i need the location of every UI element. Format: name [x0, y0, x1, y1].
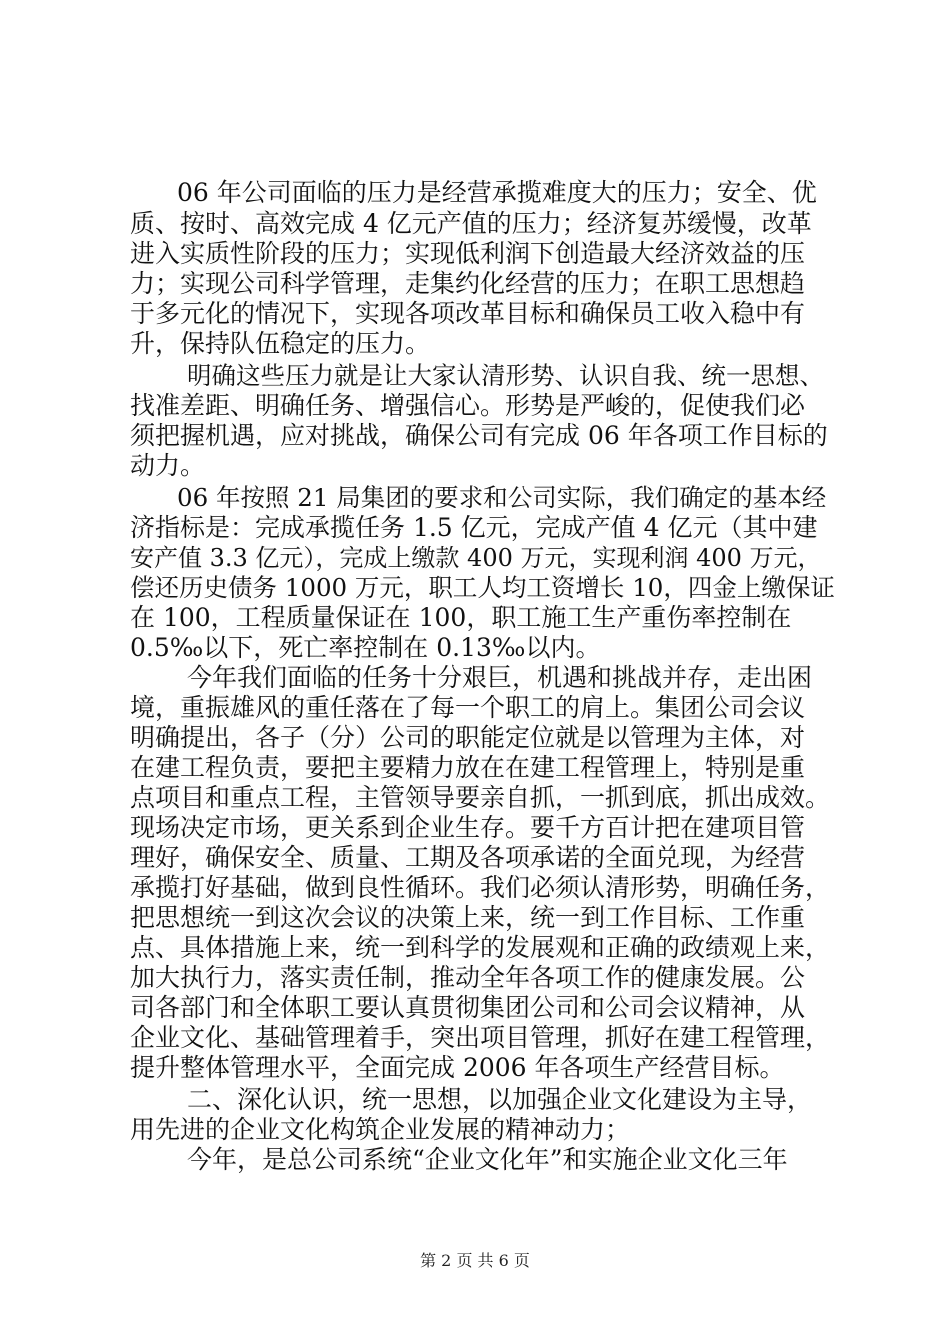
text-line: 在建工程负责，要把主要精力放在在建工程管理上，特别是重: [130, 753, 806, 782]
text-line: 济指标是：完成承揽任务 1.5 亿元，完成产值 4 亿元（其中建: [130, 513, 818, 542]
text-line: 今年我们面临的任务十分艰巨，机遇和挑战并存，走出困: [187, 663, 813, 692]
text-line: 质、按时、高效完成 4 亿元产值的压力；经济复苏缓慢，改革: [130, 209, 812, 238]
text-line: 用先进的企业文化构筑企业发展的精神动力；: [130, 1115, 631, 1144]
text-line: 承揽打好基础，做到良性循环。我们必须认清形势，明确任务，: [130, 873, 831, 902]
text-line: 安产值 3.3 亿元），完成上缴款 400 万元，实现利润 400 万元，: [130, 544, 822, 572]
text-line: 0.5‰以下，死亡率控制在 0.13‰以内。: [130, 633, 601, 662]
text-line: 企业文化、基础管理着手，突出项目管理，抓好在建工程管理，: [130, 1023, 831, 1052]
text-line: 进入实质性阶段的压力；实现低利润下创造最大经济效益的压: [130, 239, 806, 268]
text-line: 找准差距、明确任务、增强信心。形势是严峻的，促使我们必: [130, 391, 806, 420]
text-line: 司各部门和全体职工要认真贯彻集团公司和公司会议精神，从: [130, 993, 806, 1022]
text-line: 加大执行力，落实责任制，推动全年各项工作的健康发展。公: [130, 963, 806, 992]
text-line: 须把握机遇，应对挑战，确保公司有完成 06 年各项工作目标的: [130, 421, 828, 450]
text-line: 升，保持队伍稳定的压力。: [130, 329, 431, 358]
page-number-footer: 第 2 页 共 6 页: [420, 1251, 530, 1270]
text-line: 在 100，工程质量保证在 100，职工施工生产重伤率控制在: [130, 603, 792, 632]
text-line: 现场决定市场，更关系到企业生存。要千方百计把在建项目管: [130, 813, 806, 842]
text-line: 提升整体管理水平，全面完成 2006 年各项生产经营目标。: [130, 1053, 785, 1082]
text-line: 境，重振雄风的重任落在了每一个职工的肩上。集团公司会议: [130, 693, 806, 722]
text-line: 明确提出，各子（分）公司的职能定位就是以管理为主体，对: [130, 723, 806, 752]
text-line: 把思想统一到这次会议的决策上来，统一到工作目标、工作重: [130, 903, 806, 932]
text-line: 06 年按照 21 局集团的要求和公司实际，我们确定的基本经: [177, 483, 827, 512]
text-line: 明确这些压力就是让大家认清形势、认识自我、统一思想、: [187, 361, 824, 390]
text-line: 06 年公司面临的压力是经营承揽难度大的压力；安全、优: [177, 178, 817, 207]
text-line: 偿还历史债务 1000 万元，职工人均工资增长 10，四金上缴保证: [130, 573, 835, 602]
text-line: 于多元化的情况下，实现各项改革目标和确保员工收入稳中有: [130, 299, 806, 328]
text-line: 二、深化认识，统一思想，以加强企业文化建设为主导，: [187, 1085, 813, 1114]
text-line: 今年，是总公司系统“企业文化年”和实施企业文化三年: [187, 1145, 788, 1174]
text-line: 点、具体措施上来，统一到科学的发展观和正确的政绩观上来，: [130, 933, 831, 962]
text-line: 动力。: [130, 451, 206, 480]
text-line: 点项目和重点工程，主管领导要亲自抓，一抓到底，抓出成效。: [130, 783, 831, 812]
text-line: 理好，确保安全、质量、工期及各项承诺的全面兑现，为经营: [130, 843, 806, 872]
text-line: 力；实现公司科学管理，走集约化经营的压力；在职工思想趋: [130, 269, 806, 298]
